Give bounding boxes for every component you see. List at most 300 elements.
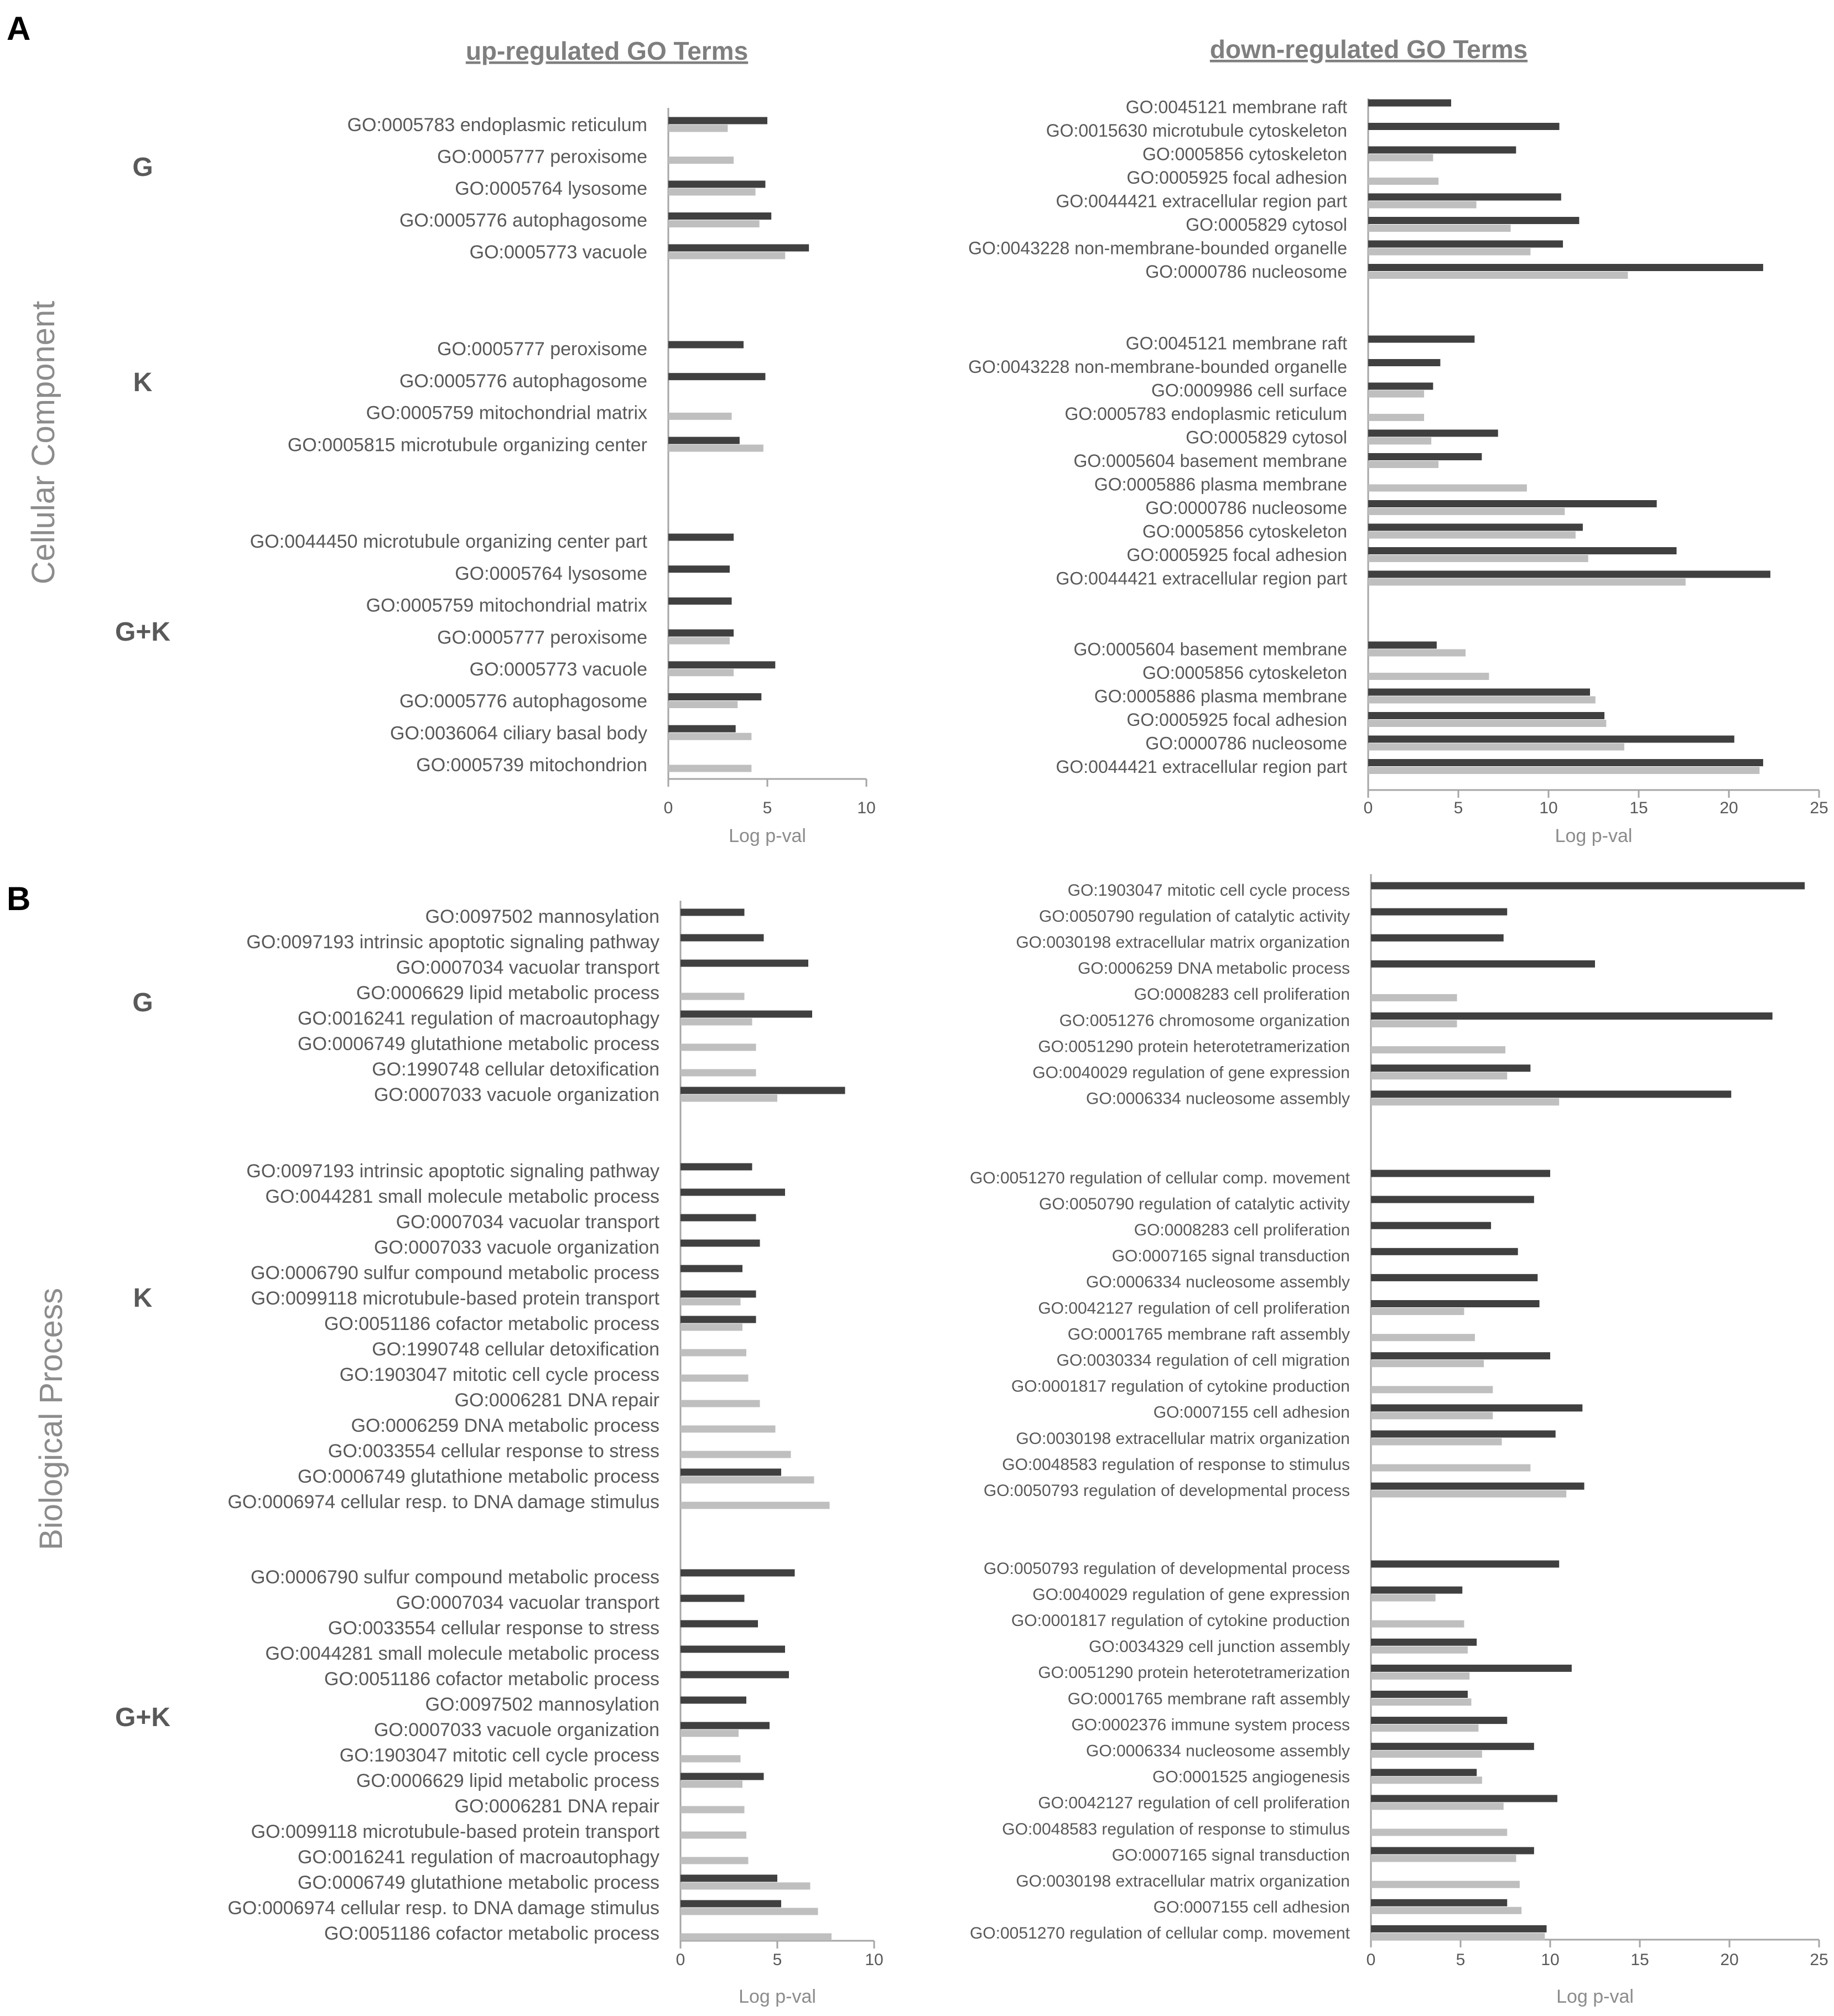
bar-dark <box>1368 383 1433 390</box>
bar-dark <box>668 597 732 605</box>
bar-dark <box>1368 500 1657 507</box>
go-term-label: GO:0040029 regulation of gene expression <box>1032 1585 1350 1604</box>
bar-dark <box>1371 1222 1491 1229</box>
bar-light <box>1371 1308 1464 1315</box>
bar-dark <box>1368 759 1763 766</box>
bar-light <box>1371 1646 1468 1654</box>
bar-dark <box>1368 359 1440 366</box>
x-tick-label: 25 <box>1810 1951 1828 1969</box>
bar-dark <box>1371 1274 1537 1281</box>
go-term-label: GO:0097193 intrinsic apoptotic signaling pathway <box>246 1161 659 1182</box>
bar-dark <box>1368 241 1563 248</box>
bar-dark <box>680 1671 789 1679</box>
go-term-label: GO:0006749 glutathione metabolic process <box>298 1033 659 1055</box>
go-term-label: GO:0000786 nucleosome <box>1145 262 1347 282</box>
go-term-label: GO:0002376 immune system process <box>1071 1716 1350 1734</box>
go-term-label: GO:0005815 microtubule organizing center <box>287 434 647 456</box>
bar-light <box>1368 154 1433 162</box>
bar-dark <box>668 534 734 541</box>
group-label: K <box>133 1284 153 1313</box>
bar-light <box>1368 532 1576 539</box>
x-tick-label: 5 <box>1453 799 1463 817</box>
bar-light <box>680 1400 760 1407</box>
go-term-label: GO:0008283 cell proliferation <box>1134 1221 1350 1239</box>
bar-light <box>1368 767 1759 774</box>
bar-light <box>680 1451 791 1458</box>
bar-light <box>1368 201 1477 209</box>
go-term-label: GO:0006334 nucleosome assembly <box>1086 1273 1350 1292</box>
panel-label-b: B <box>7 880 31 917</box>
bar-dark <box>1371 1248 1518 1255</box>
bar-dark <box>668 661 775 668</box>
bar-dark <box>668 373 765 380</box>
bar-dark <box>1371 1170 1550 1177</box>
bar-light <box>680 1781 742 1788</box>
go-term-label: GO:0009986 cell surface <box>1151 380 1347 401</box>
bar-light <box>1371 1098 1559 1105</box>
go-term-label: GO:0005604 basement membrane <box>1073 639 1347 659</box>
go-term-label: GO:0005759 mitochondrial matrix <box>366 402 647 424</box>
bar-light <box>668 701 737 708</box>
bar-light <box>1368 461 1438 468</box>
bar-light <box>680 1857 749 1864</box>
go-term-label: GO:0030198 extracellular matrix organization <box>1016 1872 1350 1890</box>
go-term-label: GO:0050793 regulation of developmental process <box>983 1559 1350 1578</box>
go-term-label: GO:0008283 cell proliferation <box>1134 985 1350 1004</box>
go-term-label: GO:0007155 cell adhesion <box>1153 1403 1350 1422</box>
bar-light <box>668 220 760 227</box>
header-down-regulated: down-regulated GO Terms <box>1209 35 1528 64</box>
bar-dark <box>668 181 765 188</box>
go-term-label: GO:0006629 lipid metabolic process <box>356 983 659 1004</box>
bar-light <box>1368 650 1466 657</box>
bar-light <box>1368 720 1606 727</box>
bar-dark <box>680 934 764 942</box>
go-term-label: GO:0043228 non-membrane-bounded organelle <box>968 238 1347 258</box>
bar-light <box>1368 178 1438 185</box>
go-term-label: GO:0050793 regulation of developmental process <box>983 1482 1350 1500</box>
go-term-label: GO:0006790 sulfur compound metabolic process <box>251 1262 659 1284</box>
bar-dark <box>1371 908 1507 916</box>
x-tick-label: 0 <box>1366 1951 1376 1969</box>
bar-light <box>680 1883 811 1890</box>
bar-light <box>668 252 785 259</box>
bar-light <box>1368 744 1624 751</box>
go-term-label: GO:0044281 small molecule metabolic process <box>265 1643 659 1665</box>
go-term-label: GO:0001765 membrane raft assembly <box>1067 1325 1350 1344</box>
go-term-label: GO:0007165 signal transduction <box>1111 1846 1350 1864</box>
bar-light <box>1371 1438 1502 1446</box>
bar-dark <box>680 1875 777 1882</box>
go-term-label: GO:0006281 DNA repair <box>454 1390 659 1411</box>
go-term-label: GO:0001817 regulation of cytokine production <box>1011 1612 1350 1630</box>
group-label: K <box>133 368 153 397</box>
go-term-label: GO:0000786 nucleosome <box>1145 733 1347 754</box>
bar-light <box>1371 1594 1436 1602</box>
go-term-label: GO:0005777 peroxisome <box>437 146 647 168</box>
bar-dark <box>668 630 734 637</box>
bar-dark <box>1368 123 1560 130</box>
bar-dark <box>668 437 740 444</box>
group-label: G+K <box>115 617 171 647</box>
bar-dark <box>1371 1196 1534 1203</box>
bar-light <box>680 1934 832 1941</box>
x-tick-label: 25 <box>1810 799 1828 817</box>
bar-dark <box>680 1011 812 1018</box>
x-tick-label: 10 <box>857 799 876 817</box>
bar-dark <box>1368 642 1437 649</box>
go-term-label: GO:0005776 autophagosome <box>399 370 647 392</box>
go-term-label: GO:0005829 cytosol <box>1186 215 1347 235</box>
bar-light <box>1371 1072 1507 1079</box>
bar-dark <box>680 1620 758 1628</box>
bar-dark <box>1368 194 1561 201</box>
bar-light <box>1371 1933 1545 1940</box>
go-term-label: GO:1903047 mitotic cell cycle process <box>339 1364 659 1386</box>
bar-light <box>1368 697 1596 704</box>
bar-dark <box>680 1240 760 1247</box>
bar-dark <box>1371 1431 1556 1438</box>
bar-light <box>1371 1490 1566 1498</box>
bar-light <box>1371 1855 1516 1862</box>
go-term-label: GO:0007033 vacuole organization <box>373 1084 659 1106</box>
go-term-label: GO:0005739 mitochondrion <box>416 755 647 776</box>
bar-dark <box>680 1316 756 1323</box>
bar-dark <box>1371 1404 1582 1411</box>
bar-dark <box>1371 1691 1468 1698</box>
bar-light <box>680 1806 745 1814</box>
x-tick-label: 15 <box>1629 799 1648 817</box>
go-term-label: GO:0005773 vacuole <box>469 659 647 680</box>
go-term-label: GO:0044281 small molecule metabolic process <box>265 1186 659 1208</box>
bar-light <box>680 1324 742 1331</box>
bar-light <box>1371 1412 1493 1419</box>
go-term-label: GO:0006974 cellular resp. to DNA damage stimulus <box>227 1898 659 1919</box>
bar-dark <box>680 1900 781 1908</box>
bar-dark <box>1371 1847 1534 1854</box>
bar-light <box>668 157 734 164</box>
bar-dark <box>1371 882 1805 890</box>
go-term-label: GO:0007034 vacuolar transport <box>396 1592 659 1614</box>
bar-dark <box>680 1595 745 1602</box>
go-term-label: GO:0097193 intrinsic apoptotic signaling pathway <box>246 932 659 953</box>
bar-dark <box>1371 1352 1550 1359</box>
go-term-label: GO:0099118 microtubule-based protein transport <box>251 1288 659 1310</box>
bar-light <box>1368 272 1628 279</box>
go-term-label: GO:0051290 protein heterotetramerization <box>1038 1037 1350 1056</box>
bar-dark <box>1368 689 1590 696</box>
go-term-label: GO:1990748 cellular detoxification <box>372 1339 659 1360</box>
bar-dark <box>680 1773 764 1780</box>
x-tick-label: 20 <box>1719 799 1738 817</box>
bar-light <box>680 1298 741 1306</box>
bar-light <box>1368 225 1511 232</box>
go-term-label: GO:0006259 DNA metabolic process <box>1078 959 1350 978</box>
bar-light <box>668 637 730 645</box>
bar-dark <box>680 909 745 916</box>
go-term-label: GO:0051186 cofactor metabolic process <box>324 1923 659 1945</box>
go-term-label: GO:0050790 regulation of catalytic activity <box>1039 1194 1350 1213</box>
go-term-label: GO:1903047 mitotic cell cycle process <box>339 1745 659 1766</box>
bar-dark <box>1368 547 1676 554</box>
go-term-label: GO:0005776 autophagosome <box>399 690 647 712</box>
bar-light <box>680 1730 739 1737</box>
go-term-label: GO:0005773 vacuole <box>469 242 647 263</box>
bar-dark <box>1371 1561 1559 1568</box>
go-term-label: GO:0005925 focal adhesion <box>1126 168 1347 188</box>
bar-dark <box>1368 571 1770 578</box>
go-term-label: GO:0001765 membrane raft assembly <box>1067 1690 1350 1708</box>
go-term-label: GO:0099118 microtubule-based protein transport <box>251 1821 659 1843</box>
go-term-label: GO:0001817 regulation of cytokine production <box>1011 1377 1350 1396</box>
go-term-label: GO:0043228 non-membrane-bounded organelle <box>968 357 1347 377</box>
bar-dark <box>1371 1639 1477 1646</box>
x-axis-label: Log p-val <box>739 1986 816 2007</box>
group-label: G <box>132 153 153 182</box>
bar-dark <box>1368 264 1763 271</box>
go-term-label: GO:0036064 ciliary basal body <box>390 723 647 744</box>
bar-dark <box>1368 453 1482 460</box>
go-term-label: GO:0005764 lysosome <box>455 563 647 584</box>
bar-light <box>1371 1907 1521 1914</box>
go-term-label: GO:0051270 regulation of cellular comp. movement <box>969 1924 1350 1943</box>
go-term-label: GO:0033554 cellular response to stress <box>328 1618 659 1639</box>
bar-light <box>680 993 745 1000</box>
go-term-label: GO:0005777 peroxisome <box>437 627 647 648</box>
bar-dark <box>680 1469 781 1476</box>
bar-dark <box>680 1214 756 1222</box>
bar-light <box>1368 673 1489 680</box>
bar-dark <box>1368 147 1516 154</box>
side-label-biological-process: Biological Process <box>33 1288 69 1550</box>
go-term-label: GO:0007034 vacuolar transport <box>396 957 659 979</box>
bar-dark <box>1368 336 1474 343</box>
bar-dark <box>1371 1300 1540 1307</box>
go-term-label: GO:0005764 lysosome <box>455 178 647 200</box>
bar-light <box>1371 1776 1482 1784</box>
bar-light <box>1371 1046 1505 1053</box>
panel-label-a: A <box>7 10 31 47</box>
bar-dark <box>680 1722 770 1729</box>
bar-light <box>668 669 734 676</box>
bar-light <box>1368 579 1686 586</box>
go-term-label: GO:0051186 cofactor metabolic process <box>324 1669 659 1690</box>
go-term-label: GO:0042127 regulation of cell proliferation <box>1038 1299 1350 1318</box>
go-term-label: GO:0030334 regulation of cell migration <box>1056 1351 1350 1370</box>
group-label: G <box>132 988 153 1017</box>
go-term-label: GO:0033554 cellular response to stress <box>328 1441 659 1462</box>
bar-dark <box>1371 1090 1731 1098</box>
go-term-label: GO:0006334 nucleosome assembly <box>1086 1742 1350 1760</box>
go-term-label: GO:0051276 chromosome organization <box>1059 1011 1350 1030</box>
go-term-label: GO:0007034 vacuolar transport <box>396 1212 659 1233</box>
x-tick-label: 10 <box>1541 1951 1560 1969</box>
x-axis-label: Log p-val <box>1555 825 1633 846</box>
go-term-label: GO:0005604 basement membrane <box>1073 451 1347 471</box>
go-term-label: GO:0097502 mannosylation <box>425 1694 659 1716</box>
go-term-label: GO:0048583 regulation of response to stimulus <box>1002 1455 1350 1474</box>
go-term-label: GO:1990748 cellular detoxification <box>372 1059 659 1080</box>
bar-light <box>1371 1829 1507 1836</box>
bar-dark <box>680 960 808 967</box>
bar-light <box>1371 1724 1478 1732</box>
go-term-label: GO:0007033 vacuole organization <box>373 1237 659 1259</box>
x-tick-label: 0 <box>663 799 673 817</box>
bar-light <box>680 1095 777 1102</box>
bar-dark <box>1371 1483 1584 1490</box>
header-up-regulated: up-regulated GO Terms <box>465 37 749 65</box>
go-term-label: GO:0044421 extracellular region part <box>1056 568 1347 589</box>
bar-dark <box>668 212 771 220</box>
bar-light <box>1368 391 1424 398</box>
group-label: G+K <box>115 1703 171 1732</box>
bar-light <box>680 1426 776 1433</box>
go-term-label: GO:0005856 cytoskeleton <box>1142 521 1347 542</box>
bar-dark <box>1371 1743 1534 1750</box>
go-term-label: GO:0051186 cofactor metabolic process <box>324 1313 659 1335</box>
bar-dark <box>1368 524 1583 531</box>
bar-light <box>668 765 751 772</box>
bar-light <box>680 1502 830 1509</box>
go-term-label: GO:0005856 cytoskeleton <box>1142 663 1347 683</box>
go-term-label: GO:0097502 mannosylation <box>425 906 659 928</box>
bar-light <box>668 413 732 420</box>
bar-light <box>680 1832 746 1839</box>
go-term-label: GO:0005783 endoplasmic reticulum <box>1064 404 1347 424</box>
go-term-label: GO:0042127 regulation of cell proliferation <box>1038 1794 1350 1812</box>
go-term-label: GO:0006281 DNA repair <box>454 1796 659 1817</box>
x-tick-label: 20 <box>1720 1951 1739 1969</box>
go-term-label: GO:0045121 membrane raft <box>1125 97 1347 117</box>
x-tick-label: 0 <box>1363 799 1373 817</box>
x-tick-label: 0 <box>676 1951 685 1969</box>
go-term-label: GO:0006749 glutathione metabolic process <box>298 1466 659 1488</box>
bar-light <box>1368 508 1565 515</box>
go-term-label: GO:0040029 regulation of gene expression <box>1032 1063 1350 1082</box>
bar-dark <box>680 1697 746 1704</box>
bar-light <box>1371 1881 1520 1888</box>
bar-light <box>680 1069 756 1077</box>
bar-dark <box>1371 1012 1773 1020</box>
go-term-label: GO:0048583 regulation of response to stimulus <box>1002 1820 1350 1838</box>
bar-light <box>1371 1360 1484 1367</box>
go-term-label: GO:0045121 membrane raft <box>1125 333 1347 354</box>
bar-light <box>680 1755 741 1763</box>
bar-light <box>1371 1698 1471 1706</box>
bar-light <box>668 125 728 132</box>
go-term-label: GO:0034329 cell junction assembly <box>1089 1638 1350 1656</box>
side-label-cellular-component: Cellular Component <box>25 300 61 585</box>
go-term-label: GO:0007033 vacuole organization <box>373 1719 659 1741</box>
go-term-label: GO:1903047 mitotic cell cycle process <box>1067 881 1350 900</box>
bar-dark <box>1371 1769 1477 1776</box>
go-term-label: GO:0007165 signal transduction <box>1111 1247 1350 1266</box>
bar-dark <box>668 725 736 732</box>
bar-dark <box>668 341 744 349</box>
bar-dark <box>1371 1795 1557 1802</box>
bar-light <box>1368 555 1588 562</box>
go-term-label: GO:0016241 regulation of macroautophagy <box>297 1008 659 1030</box>
bar-light <box>1371 1672 1469 1680</box>
bar-dark <box>680 1570 795 1577</box>
go-term-label: GO:0030198 extracellular matrix organization <box>1016 933 1350 952</box>
bar-dark <box>1371 1064 1530 1072</box>
bar-light <box>668 189 756 196</box>
go-term-label: GO:0005925 focal adhesion <box>1126 545 1347 565</box>
bar-light <box>1371 1386 1493 1393</box>
go-term-label: GO:0044450 microtubule organizing center part <box>250 531 647 553</box>
bar-light <box>1371 1620 1464 1628</box>
go-term-label: GO:0005886 plasma membrane <box>1094 686 1347 706</box>
bar-dark <box>680 1291 756 1298</box>
bar-light <box>1371 1334 1475 1341</box>
go-term-label: GO:0001525 angiogenesis <box>1152 1768 1350 1786</box>
go-term-label: GO:0015630 microtubule cytoskeleton <box>1046 121 1347 141</box>
bar-dark <box>680 1265 742 1272</box>
bar-dark <box>668 565 730 573</box>
bar-light <box>1368 438 1431 445</box>
bar-light <box>1371 1020 1457 1027</box>
bar-light <box>680 1477 814 1484</box>
bar-dark <box>1368 100 1451 107</box>
x-tick-label: 15 <box>1630 1951 1649 1969</box>
bar-dark <box>1368 736 1734 743</box>
x-axis-label: Log p-val <box>1556 1986 1634 2007</box>
go-term-label: GO:0007155 cell adhesion <box>1153 1898 1350 1917</box>
bar-dark <box>1371 1665 1572 1672</box>
bar-light <box>1368 414 1424 421</box>
bar-dark <box>1371 1899 1507 1906</box>
go-term-label: GO:0005886 plasma membrane <box>1094 474 1347 495</box>
bar-light <box>1371 1802 1504 1810</box>
go-term-label: GO:0050790 regulation of catalytic activity <box>1039 907 1350 926</box>
go-term-label: GO:0006334 nucleosome assembly <box>1086 1089 1350 1108</box>
bar-light <box>1371 1750 1482 1758</box>
go-term-label: GO:0005856 cytoskeleton <box>1142 144 1347 164</box>
go-term-label: GO:0006749 glutathione metabolic process <box>298 1872 659 1894</box>
go-term-label: GO:0006259 DNA metabolic process <box>351 1415 659 1437</box>
x-tick-label: 10 <box>1539 799 1558 817</box>
go-term-label: GO:0051290 protein heterotetramerization <box>1038 1664 1350 1682</box>
go-term-label: GO:0006629 lipid metabolic process <box>356 1770 659 1792</box>
bar-light <box>668 445 763 452</box>
x-axis-label: Log p-val <box>729 825 806 846</box>
bar-dark <box>1371 1925 1547 1932</box>
bar-dark <box>680 1646 785 1653</box>
go-term-label: GO:0030198 extracellular matrix organization <box>1016 1429 1350 1448</box>
go-term-label: GO:0005776 autophagosome <box>399 210 647 231</box>
bar-dark <box>1368 217 1579 224</box>
bar-light <box>680 1908 818 1915</box>
bar-dark <box>1368 712 1604 719</box>
bar-dark <box>1368 430 1498 437</box>
go-term-label: GO:0051270 regulation of cellular comp. movement <box>969 1168 1350 1187</box>
go-term-label: GO:0005829 cytosol <box>1186 427 1347 448</box>
x-tick-label: 10 <box>865 1951 884 1969</box>
bar-light <box>1368 248 1530 256</box>
bar-light <box>1368 485 1527 492</box>
go-term-label: GO:0005783 endoplasmic reticulum <box>347 115 647 136</box>
bar-dark <box>680 1163 752 1171</box>
x-tick-label: 5 <box>762 799 772 817</box>
go-term-label: GO:0044421 extracellular region part <box>1056 757 1347 777</box>
go-term-label: GO:0000786 nucleosome <box>1145 498 1347 518</box>
bar-dark <box>1371 1717 1507 1724</box>
bar-dark <box>1371 960 1595 968</box>
x-tick-label: 5 <box>772 1951 782 1969</box>
bar-light <box>680 1349 746 1357</box>
go-term-label: GO:0006974 cellular resp. to DNA damage stimulus <box>227 1492 659 1513</box>
